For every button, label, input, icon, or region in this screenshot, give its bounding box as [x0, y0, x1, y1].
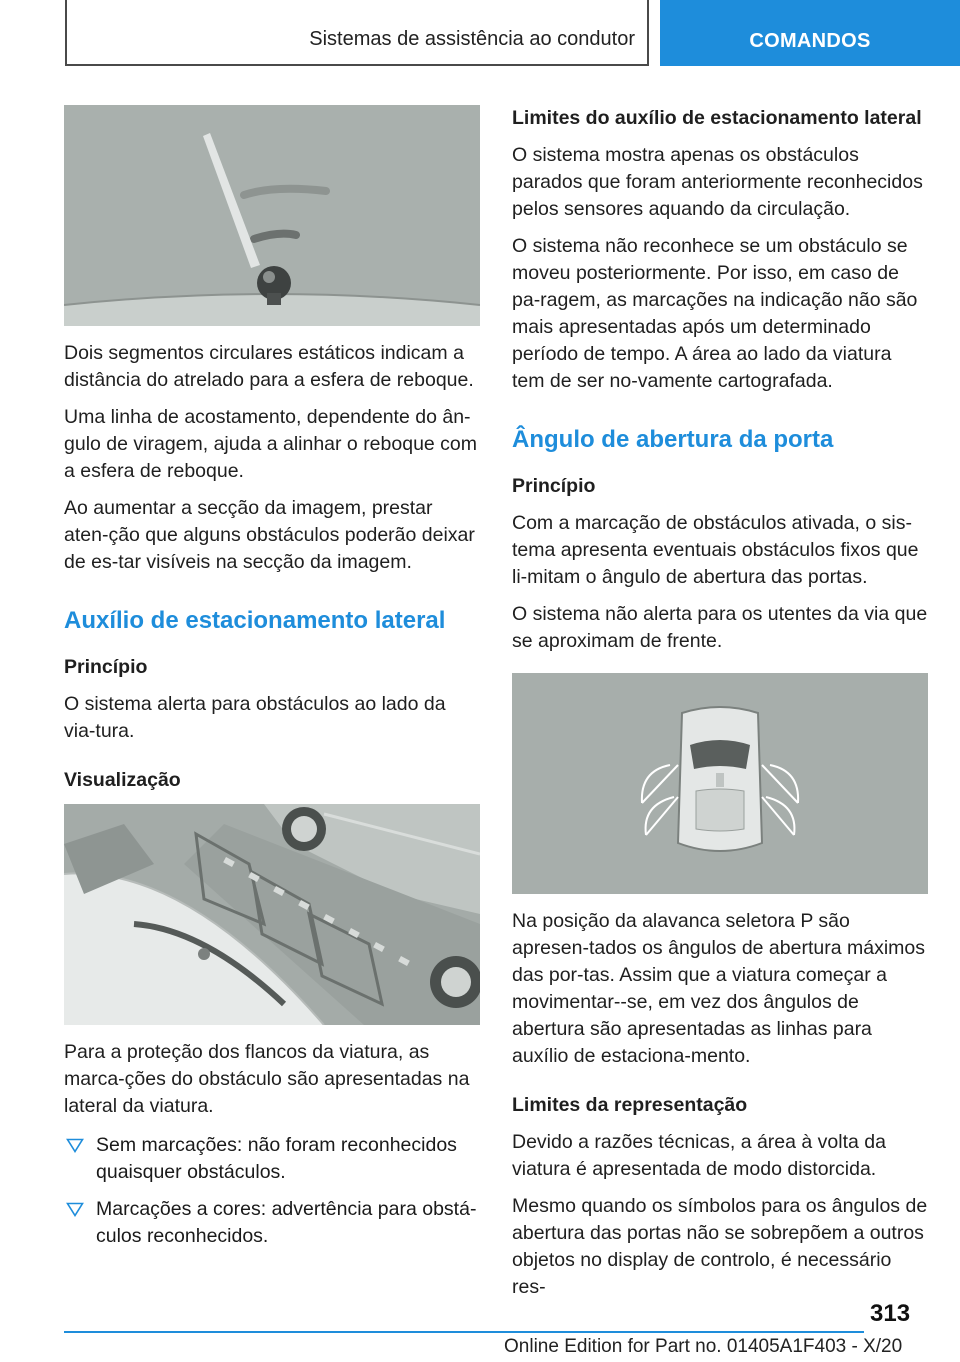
paragraph: Com a marcação de obstáculos ativada, o sis-tema apresenta eventuais obstáculos fixos que li-mitam o ângulo de abertura das portas. — [512, 512, 919, 588]
paragraph: O sistema mostra apenas os obstáculos parados que foram anteriormente reconhecidos pelos sensores aquando da circulação. — [512, 144, 923, 220]
paragraph: Uma linha de acostamento, dependente do ân-gulo de viragem, ajuda a alinhar o reboque com a esfera de reboque. — [64, 406, 478, 482]
paragraph: O sistema alerta para obstáculos ao lado da via-tura. — [64, 693, 446, 742]
subheading: Princípio — [512, 475, 596, 497]
paragraph: O sistema não reconhece se um obstáculo se moveu posteriormente. Por isso, em caso de pa-ragem, as marcações na indicação não são mais apresentadas após um determinado período de tempo. A área ao lado da viatura tem de ser no-vamente cartografada. — [512, 235, 918, 392]
section-title: COMANDOS — [749, 30, 871, 52]
paragraph: Mesmo quando os símbolos para os ângulos de abertura das portas não se sobrepõem a outros objetos no display de controlo, é necessário res- — [512, 1195, 928, 1298]
list-item — [64, 1132, 480, 1186]
door-opening-angle-image — [512, 673, 928, 894]
side-parking-view-image — [64, 804, 480, 1025]
section-heading: Auxílio de estacionamento lateral — [64, 607, 446, 634]
list-item-text: Sem marcações: não foram reconhecidos quaisquer obstáculos. — [96, 1134, 457, 1183]
footer-divider — [64, 1331, 864, 1333]
triangle-bullet-icon — [66, 1138, 84, 1153]
paragraph: Devido a razões técnicas, a área à volta da viatura é apresentada de modo distorcida. — [512, 1131, 886, 1180]
chapter-tab — [65, 0, 649, 66]
subheading: Limites da representação — [512, 1094, 748, 1116]
subheading: Princípio — [64, 656, 148, 678]
chapter-title: Sistemas de assistência ao condutor — [309, 28, 635, 50]
triangle-bullet-icon — [66, 1202, 84, 1217]
tow-hitch-camera-image — [64, 105, 480, 326]
bullet-list — [64, 1132, 480, 1250]
paragraph: Ao aumentar a secção da imagem, prestar aten-ção que alguns obstáculos poderão deixar de es-tar visíveis na secção da imagem. — [64, 497, 475, 573]
right-column — [512, 105, 928, 1301]
left-column — [64, 105, 480, 1260]
paragraph: Para a proteção dos flancos da viatura, as marca-ções do obstáculo são apresentadas na lateral da viatura. — [64, 1041, 470, 1117]
section-heading: Ângulo de abertura da porta — [512, 426, 834, 453]
edition-text: Online Edition for Part no. 01405A1F403 - X/20 — [504, 1336, 903, 1357]
subheading: Visualização — [64, 769, 181, 791]
paragraph: O sistema não alerta para os utentes da via que se aproximam de frente. — [512, 603, 928, 652]
list-item-text: Marcações a cores: advertência para obstá-culos reconhecidos. — [96, 1198, 477, 1247]
page-number: 313 — [870, 1300, 911, 1327]
section-tab — [660, 0, 960, 66]
subheading: Limites do auxílio de estacionamento lateral — [512, 107, 922, 129]
paragraph: Dois segmentos circulares estáticos indicam a distância do atrelado para a esfera de reboque. — [64, 342, 474, 391]
paragraph: Na posição da alavanca seletora P são apresen-tados os ângulos de abertura máximos das por-tas. Assim que a viatura começar a movimentar--se, em vez dos ângulos de abertura são apresentadas as linhas para auxílio de estaciona-mento. — [512, 910, 925, 1067]
list-item — [64, 1196, 480, 1250]
page-header — [0, 0, 960, 66]
